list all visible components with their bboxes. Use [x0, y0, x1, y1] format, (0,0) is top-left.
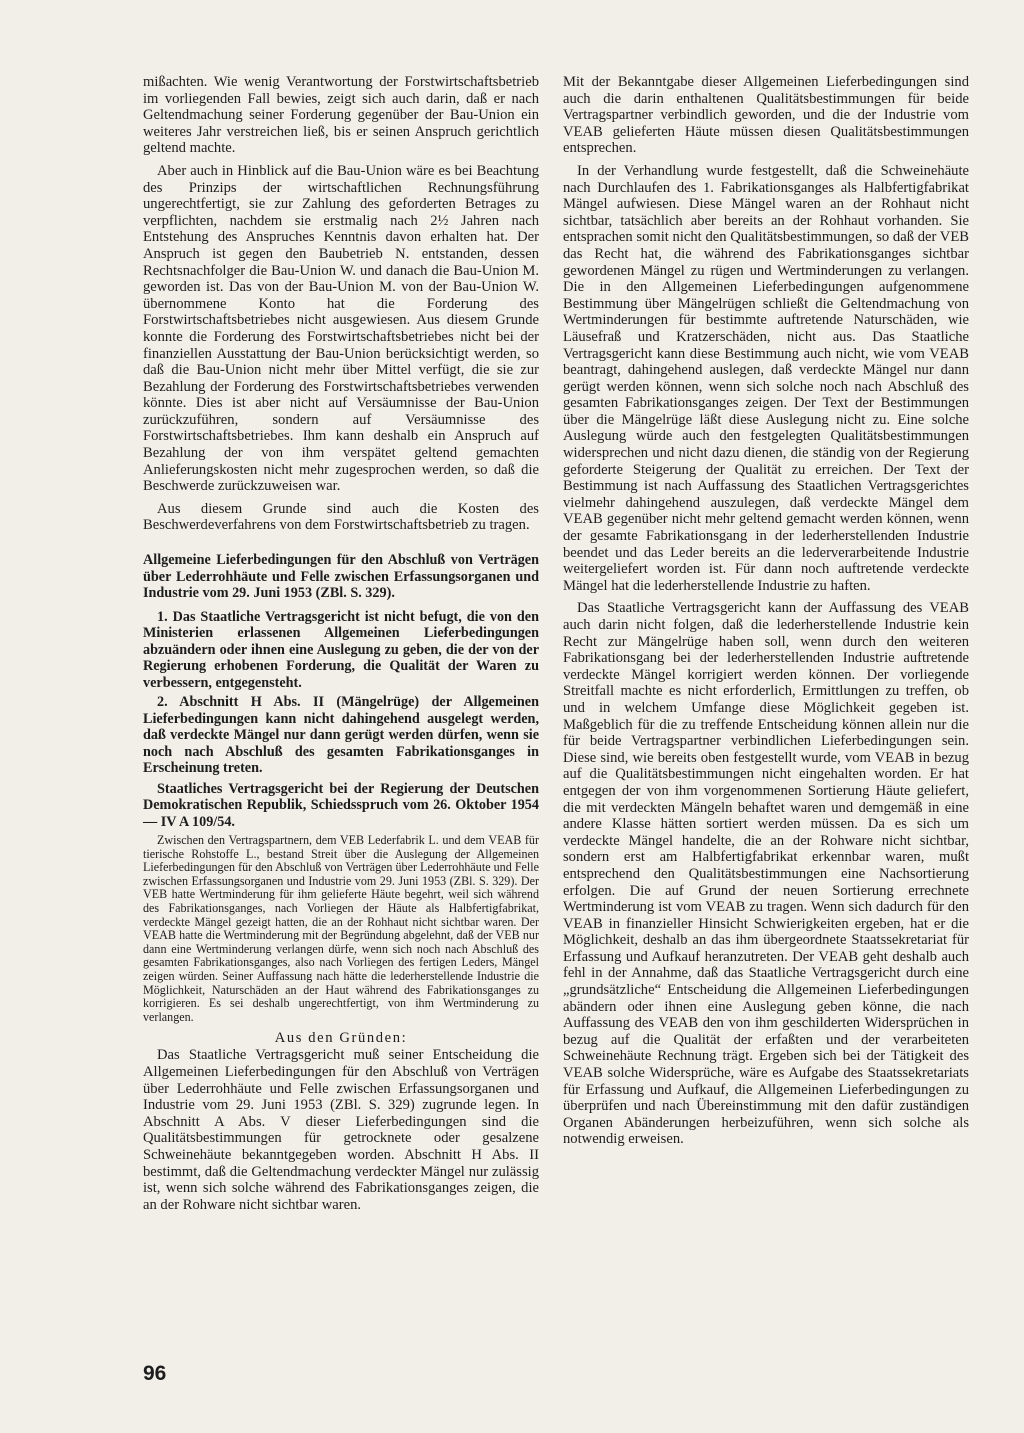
court-citation: Staatliches Vertragsgericht bei der Regierung der Deutschen Demokratischen Republik, Schiedsspruch vom 26. Oktober 1954 — IV A 109/54. — [143, 780, 539, 830]
left-paragraph-2: Aber auch in Hinblick auf die Bau-Union wäre es bei Beachtung des Prinzips der wirtschaftlichen Rechnungsführung ungerechtfertigt, sie zur Zahlung des geforderten Betrages zu verpflichten, nachdem sie erstmalig nach 2½ Jahren nach Entstehung des Anspruches Kenntnis davon erhalten hat. Der Anspruch ist gegen den Baubetrieb N. entstanden, dessen Rechtsnachfolger die Bau-Union W. und danach die Bau-Union M. geworden ist. Das von der Bau-Union M. von der Bau-Union W. übernommene Konto hat die Forderung des Forstwirtschaftsbetriebes nicht ausgewiesen. Aus diesem Grunde konnte die Forderung des Forstwirtschaftsbetriebes nicht bei der finanziellen Ausstattung der Bau-Union berücksichtigt werden, so daß die Bau-Union nicht mehr über Mittel verfügt, die sie zur Bezahlung der Forderung des Forstwirtschaftsbetriebes verwenden könnte. Dies ist aber nicht auf Versäumnisse der Bau-Union zurückzuführen, sondern auf Versäumnisse des Forstwirtschaftsbetriebes. Ihm kann deshalb ein Anspruch auf Bezahlung der von ihm verspätet geltend gemachten Anlieferungskosten nicht mehr zugesprochen werden, so daß die Beschwerde zurückzuweisen war. — [143, 162, 539, 495]
facts-summary: Zwischen den Vertragspartnern, dem VEB Lederfabrik L. und dem VEAB für tierische Rohstoffe L., bestand Streit über die Auslegung der Allgemeinen Lieferbedingungen für den Abschluß von Verträgen über Lederrohhäute und Felle zwischen Erfassungsorganen und Industrie vom 29. Juni 1953 (ZBl. S. 329). Der VEB hatte Wertminderung für ihm gelieferte Häute begehrt, weil sich während des Fabrikationsganges, nach Vorliegen der Häute als Halbfertigfabrikat, verdeckte Mängel gezeigt hatten, die an der Rohhaut nicht sichtbar waren. Der VEAB hatte die Wertminderung mit der Begründung abgelehnt, daß der VEB nur dann eine Wertminderung verlangen dürfe, wenn sich noch nach Abschluß des gesamten Fabrikationsganges, also nach Vorliegen des fertigen Leders, Mängel zeigen würden. Seiner Auffassung nach hätte die lederherstellende Industrie die Möglichkeit, Naturschäden an der Haut während des Fabrikationsganges zu korrigieren. Es sei deshalb ungerechtfertigt, von ihm Wertminderung zu verlangen. — [143, 833, 539, 1024]
right-paragraph-3: Das Staatliche Vertragsgericht kann der Auffassung des VEAB auch darin nicht folgen, daß die lederherstellende Industrie kein Recht zur Mängelrüge haben soll, wenn durch den weiteren Fabrikationsgang bei der lederherstellenden Industrie auftretende verdeckte Mängel korrigiert werden können. Der vorliegende Streitfall machte es nicht erforderlich, Ermittlungen zu treffen, ob und in welchem Umfange diese Möglichkeit gegeben ist. Maßgeblich für die zu treffende Entscheidung können allein nur die für beide Vertragspartner verbindlichen Lieferbedingungen sein. Diese sind, wie bereits oben festgestellt wurde, vom VEAB in bezug auf die Qualitätsbestimmungen nicht eingehalten worden. Er hat entgegen der von ihm vorgenommenen Sortierung Häute geliefert, die mit verdeckten Mängeln behaftet waren und demgemäß in eine andere Klasse hätten sortiert werden müssen. Da es sich um verdeckte Mängel handelte, die an der Rohware nicht sichtbar, sondern erst am Halbfertigfabrikat erkennbar waren, mußt entsprechend den Qualitätsbestimmungen eine Nachsortierung erfolgen. Die auf Grund der neuen Sortierung errechnete Wertminderung ist vom VEAB zu tragen. Wenn sich dadurch für den VEAB in finanzieller Hinsicht Schwierigkeiten ergeben, hat er die Möglichkeit, deshalb an das ihm übergeordnete Staatssekretariat für Erfassung und Aufkauf heranzutreten. Der VEAB geht deshalb auch fehl in der Annahme, daß das Staatliche Vertragsgericht durch eine „grundsätzliche“ Entscheidung die Allgemeinen Lieferbedingungen abändern oder ihnen eine Auslegung geben könne, die nach Auffassung des VEAB den von ihm geschilderten Widersprüchen in bezug auf die Qualität der erfaßten und der verarbeiteten Schweinehäute Rechnung trägt. Ergeben sich bei der Tätigkeit des VEAB solche Widersprüche, wäre es Aufgabe des Staatssekretariats für Erfassung und Aufkauf, die Allgemeinen Lieferbedingungen zu überprüfen und nach Übereinstimmung mit den dafür zuständigen Organen Abänderungen herbeizuführen, wenn sich solche als notwendig erweisen. — [563, 600, 969, 1148]
left-column — [143, 74, 539, 1213]
left-paragraph-1: mißachten. Wie wenig Verantwortung der Forstwirtschaftsbetrieb im vorliegenden Fall bewies, zeigt sich auch darin, daß er nach Geltendmachung seiner Forderung gegenüber der Bau-Union ein weiteres Jahr verstreichen ließ, bis er seinen Anspruch gerichtlich geltend machte. — [143, 74, 539, 157]
left-paragraph-3: Aus diesem Grunde sind auch die Kosten des Beschwerdeverfahrens von dem Forstwirtschaftsbetrieb zu tragen. — [143, 500, 539, 534]
page-number: 96 — [143, 1362, 167, 1385]
decision-title: Allgemeine Lieferbedingungen für den Abschluß von Verträgen über Lederrohhäute und Felle zwischen Erfassungsorganen und Industrie vom 29. Juni 1953 (ZBl. S. 329). — [143, 552, 539, 602]
right-paragraph-2: In der Verhandlung wurde festgestellt, daß die Schweinehäute nach Durchlaufen des 1. Fabrikationsganges als Halbfertigfabrikat Mängel aufwiesen. Diese Mängel waren an der Rohhaut nicht sichtbar, tatsächlich aber bereits an der Rohhaut vorhanden. Sie entsprachen somit nicht den Qualitätsbestimmungen, so daß der VEB das Recht hat, die während des Fabrikationsganges sichtbar gewordenen Mängel zu rügen und Wertminderungen zu verlangen. Die in den Allgemeinen Lieferbedingungen aufgenommene Bestimmung über Mängelrügen schließt die Geltendmachung von Wertminderungen für bestimmte auftretende Naturschäden, wie Läusefraß und Kratzerschäden, nicht aus. Das Staatliche Vertragsgericht kann diese Bestimmung auch nicht, wie vom VEAB beantragt, dahingehend auslegen, daß verdeckte Mängel nur dann gerügt werden können, wenn sich solche noch nach Abschluß des gesamten Fabrikationsganges zeigen. Der Text der Bestimmungen über die Mängelrüge läßt diese Auslegung nicht zu. Eine solche Auslegung würde auch den festgelegten Qualitätsbestimmungen widersprechen und nicht dazu dienen, die ständig von der Regierung geforderte Steigerung der Qualität zu erreichen. Der Text der Bestimmung ist nach Auffassung des Staatlichen Vertragsgerichtes vielmehr dahingehend auszulegen, daß verdeckte Mängel dem VEAB gegenüber nicht mehr geltend gemacht werden können, wenn der gesamte Fabrikationsgang in der lederherstellenden Industrie beendet und das Leder bereits an die lederverarbeitende Industrie weitergeliefert worden ist. Für dann noch auftretende verdeckte Mängel hat die lederherstellende Industrie zu haften. — [563, 162, 969, 594]
headnote-1: 1. Das Staatliche Vertragsgericht ist nicht befugt, die von den Ministerien erlassenen Allgemeinen Lieferbedingungen abzuändern oder ihnen eine Auslegung zu geben, die der von der Regierung erhobenen Forderung, die Qualität der Waren zu verbessern, entgegensteht. — [143, 608, 539, 691]
headnote-2: 2. Abschnitt H Abs. II (Mängelrüge) der Allgemeinen Lieferbedingungen kann nicht dahingehend ausgelegt werden, daß verdeckte Mängel nur dann gerügt werden dürfen, wenn sie noch nach Abschluß des gesamten Fabrikationsganges in Erscheinung treten. — [143, 694, 539, 777]
section-separator: Aus den Gründen: — [274, 1030, 408, 1047]
reasons-paragraph: Das Staatliche Vertragsgericht muß seiner Entscheidung die Allgemeinen Lieferbedingungen für den Abschluß von Verträgen über Lederrohhäute und Felle zwischen Erfassungsorganen und Industrie vom 29. Juni 1953 (ZBl. S. 329) zugrunde legen. In Abschnitt A Abs. V dieser Lieferbedingungen sind die Qualitätsbestimmungen für getrocknete oder gesalzene Schweinehäute bekanntgegeben worden. Abschnitt H Abs. II bestimmt, daß die Geltendmachung verdeckter Mängel nur zulässig ist, wenn sich solche während des Fabrikationsganges zeigen, die an der Rohware nicht sichtbar waren. — [143, 1047, 539, 1213]
right-column — [563, 74, 969, 1148]
right-paragraph-1: Mit der Bekanntgabe dieser Allgemeinen Lieferbedingungen sind auch die darin enthaltenen Qualitätsbestimmungen für beide Vertragspartner verbindlich geworden, und die der Industrie vom VEAB gelieferten Häute müssen diesen Qualitätsbestimmungen entsprechen. — [563, 74, 969, 157]
